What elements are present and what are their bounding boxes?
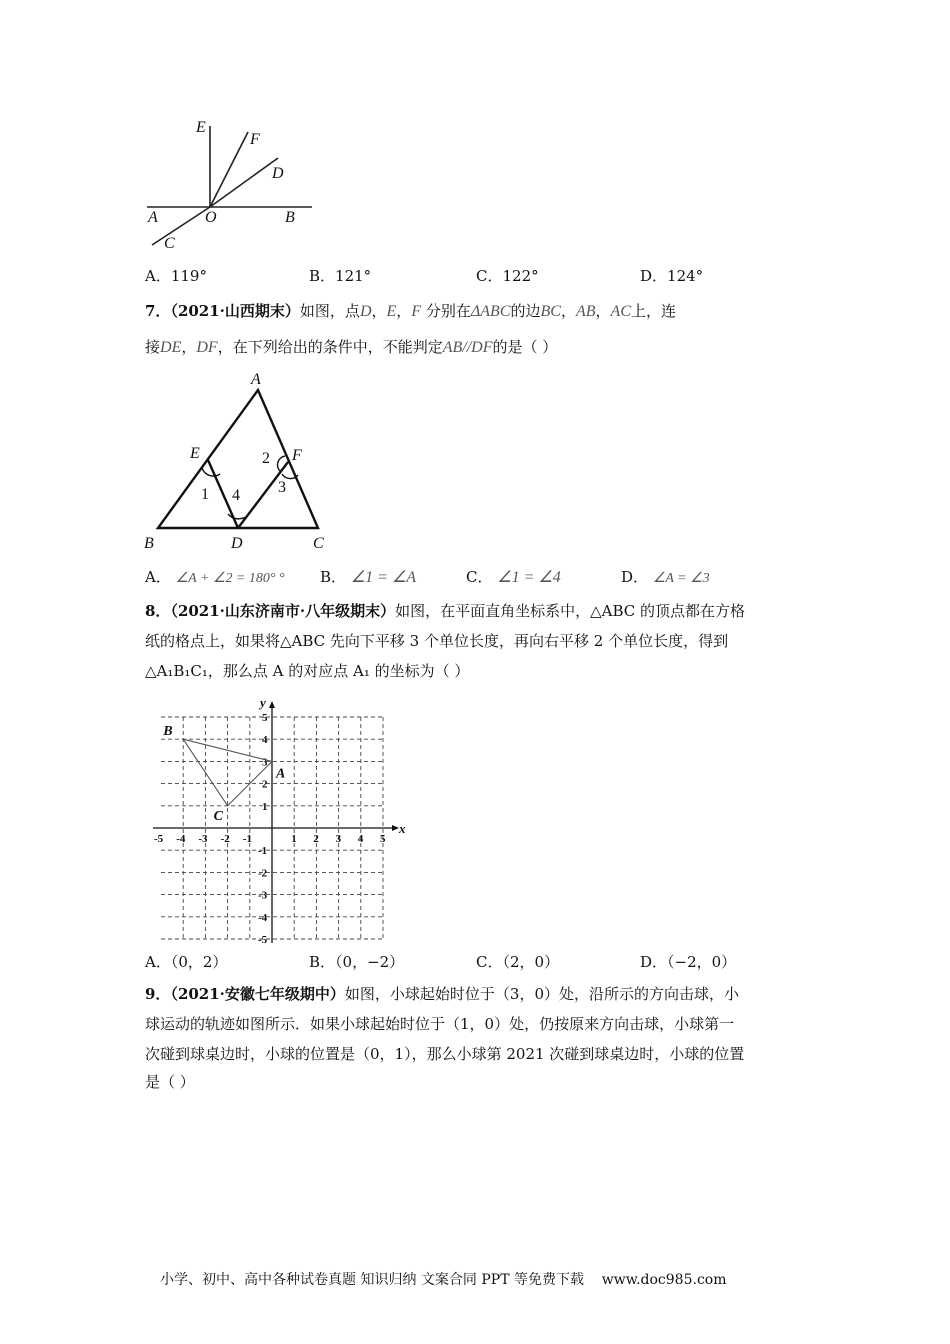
q7-angle-4: 4 bbox=[232, 487, 240, 504]
q7-label-F: F bbox=[292, 447, 302, 464]
q7-option-d[interactable]: D． ∠A = ∠3 bbox=[621, 568, 710, 586]
y-tick-label: -1 bbox=[258, 845, 268, 858]
q8-line-1: 8．（2021·山东济南市·八年级期末）如图，在平面直角坐标系中，△ABC 的顶点都在方格 bbox=[145, 602, 746, 620]
q6-label-F: F bbox=[250, 131, 260, 148]
q7-triangle-figure bbox=[140, 368, 340, 553]
q7-number: 7． bbox=[145, 302, 171, 320]
q7-option-a[interactable]: A． ∠A + ∠2 = 180° ° bbox=[145, 568, 285, 586]
y-tick-label: -5 bbox=[258, 934, 268, 943]
x-tick-label: 3 bbox=[335, 833, 342, 845]
q6-label-D: D bbox=[272, 165, 284, 182]
q8-coordinate-chart bbox=[140, 688, 420, 943]
q7-label-E: E bbox=[190, 445, 200, 462]
x-tick-label: -4 bbox=[176, 833, 186, 845]
q7-option-c[interactable]: C． ∠1 = ∠4 bbox=[466, 568, 561, 586]
q7-angle-2: 2 bbox=[262, 450, 270, 467]
page-footer bbox=[160, 1269, 726, 1289]
q9-line-4: 是（ ） bbox=[145, 1073, 195, 1091]
q7-option-b[interactable]: B． ∠1 = ∠A bbox=[320, 568, 417, 586]
point-label-A: A bbox=[276, 766, 286, 782]
y-axis-arrow bbox=[269, 701, 275, 708]
x-tick-label: 5 bbox=[380, 833, 386, 845]
x-tick-label: -1 bbox=[242, 833, 252, 845]
q8-line-2: 纸的格点上，如果将△ABC 先向下平移 3 个单位长度，再向右平移 2 个单位长度，得到 bbox=[145, 632, 729, 650]
q7-label-A: A bbox=[251, 371, 261, 388]
q9-line-3: 次碰到球桌边时，小球的位置是（0，1），那么小球第 2021 次碰到球桌边时，小球的位置 bbox=[145, 1045, 745, 1063]
x-tick-label: 4 bbox=[357, 833, 364, 845]
q7-label-C: C bbox=[313, 535, 324, 552]
x-tick-label: -5 bbox=[154, 833, 164, 845]
y-tick-label: 4 bbox=[262, 734, 268, 747]
q8-line-3: △A₁B₁C₁，那么点 A 的对应点 A₁ 的坐标为（ ） bbox=[145, 662, 470, 680]
x-tick-label: 1 bbox=[291, 833, 297, 845]
q8-option-c[interactable]: C．（2，0） bbox=[476, 953, 560, 971]
x-axis-label: x bbox=[399, 821, 406, 836]
q8-number: 8． bbox=[145, 602, 171, 620]
x-axis-arrow bbox=[392, 825, 399, 831]
y-tick-label: 5 bbox=[262, 712, 268, 724]
x-tick-label: -3 bbox=[198, 833, 208, 845]
q6-angle-figure bbox=[140, 110, 320, 255]
q7-line-2: 接DE，DF，在下列给出的条件中，不能判定AB//DF的是（ ） bbox=[145, 338, 558, 356]
q7-label-D: D bbox=[231, 535, 243, 552]
q6-label-C: C bbox=[164, 235, 175, 252]
q6-label-B: B bbox=[285, 209, 295, 226]
point-label-C: C bbox=[213, 808, 223, 824]
q9-line-2: 球运动的轨迹如图所示．如果小球起始时位于（1，0）处，仍按原来方向击球，小球第一 bbox=[145, 1015, 735, 1033]
q9-line-1: 9．（2021·安徽七年级期中）如图，小球起始时位于（3，0）处，沿所示的方向击球，小 bbox=[145, 985, 740, 1003]
y-axis-label: y bbox=[260, 695, 266, 710]
y-tick-label: 3 bbox=[262, 756, 268, 769]
q6-option-b[interactable]: B．121° bbox=[309, 267, 372, 285]
q8-option-d[interactable]: D．（−2，0） bbox=[640, 953, 737, 971]
footer-url[interactable]: www.doc985.com bbox=[601, 1272, 727, 1288]
q9-number: 9． bbox=[145, 985, 171, 1003]
y-tick-label: 1 bbox=[262, 800, 268, 813]
q6-option-d[interactable]: D．124° bbox=[640, 267, 704, 285]
y-tick-label: -3 bbox=[258, 889, 268, 902]
q8-source: （2021·山东济南市·八年级期末） bbox=[170, 602, 396, 620]
q6-option-a[interactable]: A．119° bbox=[145, 267, 207, 285]
y-tick-label: -2 bbox=[258, 867, 268, 880]
q7-angle-3: 3 bbox=[278, 479, 286, 496]
q7-label-B: B bbox=[144, 535, 154, 552]
q7-source: （2021·山西期末） bbox=[170, 302, 300, 320]
q6-label-A: A bbox=[148, 209, 158, 226]
q7-line-1: 7．（2021·山西期末）如图，点D，E，F 分别在ΔABC的边BC，AB，AC上，连 bbox=[145, 302, 677, 320]
y-tick-label: -4 bbox=[258, 911, 268, 924]
footer-text: 小学、初中、高中各种试卷真题 知识归纳 文案合同 PPT 等免费下载 bbox=[160, 1272, 584, 1288]
point-label-B: B bbox=[163, 724, 173, 740]
q6-label-O: O bbox=[205, 209, 217, 226]
q8-option-a[interactable]: A．（0，2） bbox=[145, 953, 228, 971]
q6-option-c[interactable]: C．122° bbox=[476, 267, 539, 285]
q6-label-E: E bbox=[196, 119, 206, 136]
x-tick-label: -2 bbox=[220, 833, 230, 845]
y-tick-label: 2 bbox=[262, 778, 268, 791]
q8-option-b[interactable]: B．（0，−2） bbox=[309, 953, 405, 971]
x-tick-label: 2 bbox=[313, 833, 319, 845]
q9-source: （2021·安徽七年级期中） bbox=[170, 985, 345, 1003]
q7-angle-1: 1 bbox=[201, 486, 209, 503]
